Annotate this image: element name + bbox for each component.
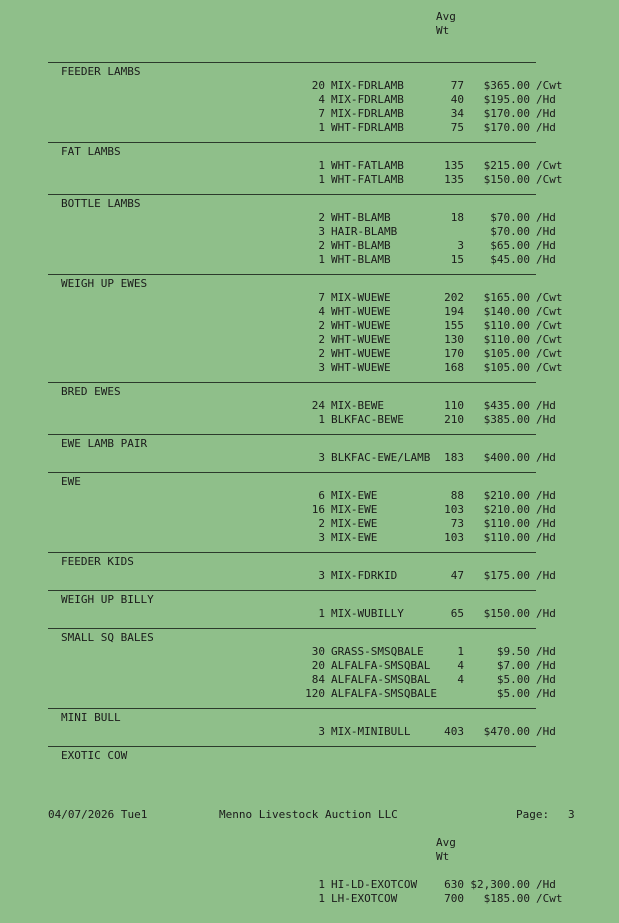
- row-avg-weight: 110: [444, 399, 464, 412]
- row-price-unit: /Cwt: [536, 319, 563, 332]
- row-description: MIX-EWE: [331, 531, 378, 544]
- row-qty: 3: [318, 725, 325, 738]
- row-price-unit: /Cwt: [536, 892, 563, 905]
- row-price-unit: /Hd: [536, 878, 556, 891]
- section-category: WEIGH UP BILLY: [61, 593, 154, 606]
- row-price: $110.00: [483, 531, 530, 544]
- row-qty: 1: [318, 607, 325, 620]
- row-price-unit: /Hd: [536, 107, 556, 120]
- row-avg-weight: 630: [444, 878, 464, 891]
- row-price: $105.00: [483, 361, 530, 374]
- row-description: BLKFAC-BEWE: [331, 413, 404, 426]
- section-divider: [48, 628, 536, 629]
- section-category: FAT LAMBS: [61, 145, 121, 158]
- row-qty: 1: [318, 253, 325, 266]
- row-description: WHT-BLAMB: [331, 239, 391, 252]
- row-qty: 3: [318, 531, 325, 544]
- row-description: WHT-FATLAMB: [331, 159, 404, 172]
- row-qty: 4: [318, 305, 325, 318]
- row-price: $65.00: [490, 239, 530, 252]
- row-qty: 2: [318, 319, 325, 332]
- row-price-unit: /Hd: [536, 211, 556, 224]
- row-description: WHT-FATLAMB: [331, 173, 404, 186]
- row-avg-weight: 135: [444, 159, 464, 172]
- row-qty: 2: [318, 239, 325, 252]
- row-price-unit: /Hd: [536, 239, 556, 252]
- row-description: BLKFAC-EWE/LAMB: [331, 451, 431, 464]
- row-price-unit: /Cwt: [536, 347, 563, 360]
- row-description: MIX-FDRLAMB: [331, 93, 404, 106]
- row-description: ALFALFA-SMSQBAL: [331, 673, 431, 686]
- row-qty: 3: [318, 451, 325, 464]
- row-qty: 7: [318, 291, 325, 304]
- row-price: $165.00: [483, 291, 530, 304]
- section-category: SMALL SQ BALES: [61, 631, 154, 644]
- row-price-unit: /Hd: [536, 725, 556, 738]
- row-avg-weight: 4: [457, 673, 464, 686]
- section-category: EXOTIC COW: [61, 749, 128, 762]
- row-avg-weight: 65: [450, 607, 464, 620]
- row-price-unit: /Hd: [536, 645, 556, 658]
- section-divider: [48, 708, 536, 709]
- row-avg-weight: 103: [444, 531, 464, 544]
- row-price-unit: /Hd: [536, 225, 556, 238]
- row-qty: 84: [311, 673, 325, 686]
- row-price: $70.00: [490, 225, 530, 238]
- row-description: ALFALFA-SMSQBAL: [331, 659, 431, 672]
- section-category: EWE LAMB PAIR: [61, 437, 148, 450]
- row-price: $210.00: [483, 489, 530, 502]
- row-description: MIX-WUEWE: [331, 291, 391, 304]
- section-divider: [48, 590, 536, 591]
- row-qty: 2: [318, 333, 325, 346]
- section-divider: [48, 552, 536, 553]
- row-price: $150.00: [483, 173, 530, 186]
- row-description: MIX-BEWE: [331, 399, 384, 412]
- row-price: $470.00: [483, 725, 530, 738]
- row-price: $435.00: [483, 399, 530, 412]
- row-description: WHT-WUEWE: [331, 361, 391, 374]
- row-price-unit: /Cwt: [536, 291, 563, 304]
- row-qty: 2: [318, 211, 325, 224]
- section-divider: [48, 434, 536, 435]
- row-qty: 120: [305, 687, 325, 700]
- row-avg-weight: 700: [444, 892, 464, 905]
- row-description: LH-EXOTCOW: [331, 892, 398, 905]
- row-price-unit: /Hd: [536, 531, 556, 544]
- row-price-unit: /Hd: [536, 687, 556, 700]
- row-avg-weight: 18: [450, 211, 464, 224]
- section-divider: [48, 62, 536, 63]
- row-qty: 3: [318, 361, 325, 374]
- row-avg-weight: 73: [450, 517, 464, 530]
- section-divider: [48, 194, 536, 195]
- row-price: $210.00: [483, 503, 530, 516]
- section-category: WEIGH UP EWES: [61, 277, 148, 290]
- row-qty: 2: [318, 517, 325, 530]
- row-description: MIX-FDRLAMB: [331, 107, 404, 120]
- row-price: $7.00: [496, 659, 530, 672]
- row-price: $170.00: [483, 107, 530, 120]
- row-price-unit: /Hd: [536, 607, 556, 620]
- section-category: BRED EWES: [61, 385, 121, 398]
- row-price-unit: /Hd: [536, 503, 556, 516]
- row-price-unit: /Cwt: [536, 333, 563, 346]
- row-price: $195.00: [483, 93, 530, 106]
- row-description: MIX-EWE: [331, 503, 378, 516]
- row-description: WHT-BLAMB: [331, 253, 391, 266]
- row-description: MIX-EWE: [331, 489, 378, 502]
- row-qty: 1: [318, 892, 325, 905]
- row-price: $5.00: [496, 687, 530, 700]
- row-price-unit: /Cwt: [536, 361, 563, 374]
- row-avg-weight: 168: [444, 361, 464, 374]
- row-avg-weight: 210: [444, 413, 464, 426]
- row-price: $110.00: [483, 517, 530, 530]
- row-price: $105.00: [483, 347, 530, 360]
- section-category: BOTTLE LAMBS: [61, 197, 141, 210]
- row-description: WHT-FDRLAMB: [331, 121, 404, 134]
- row-qty: 1: [318, 413, 325, 426]
- row-price-unit: /Hd: [536, 121, 556, 134]
- row-price: $70.00: [490, 211, 530, 224]
- row-price-unit: /Hd: [536, 673, 556, 686]
- row-description: WHT-WUEWE: [331, 333, 391, 346]
- row-avg-weight: 15: [450, 253, 464, 266]
- row-qty: 1: [318, 121, 325, 134]
- row-avg-weight: 75: [450, 121, 464, 134]
- row-price: $175.00: [483, 569, 530, 582]
- row-avg-weight: 34: [450, 107, 464, 120]
- row-price: $385.00: [483, 413, 530, 426]
- footer-page-label: Page:: [516, 808, 550, 821]
- row-price: $140.00: [483, 305, 530, 318]
- row-qty: 1: [318, 878, 325, 891]
- section-category: FEEDER LAMBS: [61, 65, 141, 78]
- row-avg-weight: 3: [457, 239, 464, 252]
- row-description: GRASS-SMSQBALE: [331, 645, 424, 658]
- section-category: FEEDER KIDS: [61, 555, 134, 568]
- row-price-unit: /Hd: [536, 659, 556, 672]
- row-price-unit: /Hd: [536, 413, 556, 426]
- row-qty: 16: [311, 503, 325, 516]
- row-price-unit: /Cwt: [536, 305, 563, 318]
- row-price-unit: /Hd: [536, 517, 556, 530]
- row-avg-weight: 130: [444, 333, 464, 346]
- page2-header-wt: Wt: [436, 850, 450, 863]
- row-price: $400.00: [483, 451, 530, 464]
- header-avg: Avg: [436, 10, 456, 23]
- footer-company: Menno Livestock Auction LLC: [219, 808, 398, 821]
- row-description: WHT-BLAMB: [331, 211, 391, 224]
- section-divider: [48, 382, 536, 383]
- row-avg-weight: 103: [444, 503, 464, 516]
- row-price: $365.00: [483, 79, 530, 92]
- row-avg-weight: 403: [444, 725, 464, 738]
- row-qty: 20: [311, 79, 325, 92]
- row-qty: 4: [318, 93, 325, 106]
- section-divider: [48, 746, 536, 747]
- section-divider: [48, 472, 536, 473]
- row-description: ALFALFA-SMSQBALE: [331, 687, 437, 700]
- section-category: EWE: [61, 475, 81, 488]
- row-avg-weight: 4: [457, 659, 464, 672]
- row-price: $185.00: [483, 892, 530, 905]
- row-qty: 6: [318, 489, 325, 502]
- row-price: $170.00: [483, 121, 530, 134]
- row-price-unit: /Hd: [536, 489, 556, 502]
- row-price-unit: /Hd: [536, 253, 556, 266]
- row-avg-weight: 40: [450, 93, 464, 106]
- row-price-unit: /Hd: [536, 93, 556, 106]
- row-avg-weight: 77: [450, 79, 464, 92]
- row-description: MIX-FDRKID: [331, 569, 398, 582]
- row-price: $45.00: [490, 253, 530, 266]
- row-description: MIX-MINIBULL: [331, 725, 411, 738]
- header-wt: Wt: [436, 24, 450, 37]
- row-avg-weight: 170: [444, 347, 464, 360]
- row-avg-weight: 88: [450, 489, 464, 502]
- row-qty: 3: [318, 225, 325, 238]
- row-qty: 20: [311, 659, 325, 672]
- row-price-unit: /Hd: [536, 451, 556, 464]
- row-price: $2,300.00: [470, 878, 530, 891]
- footer-date: 04/07/2026 Tue1: [48, 808, 148, 821]
- row-description: MIX-EWE: [331, 517, 378, 530]
- row-description: WHT-WUEWE: [331, 305, 391, 318]
- row-qty: 3: [318, 569, 325, 582]
- row-qty: 7: [318, 107, 325, 120]
- row-avg-weight: 135: [444, 173, 464, 186]
- row-price-unit: /Cwt: [536, 79, 563, 92]
- row-price-unit: /Cwt: [536, 173, 563, 186]
- row-description: HAIR-BLAMB: [331, 225, 398, 238]
- row-avg-weight: 155: [444, 319, 464, 332]
- row-qty: 1: [318, 173, 325, 186]
- row-price: $110.00: [483, 333, 530, 346]
- row-avg-weight: 47: [450, 569, 464, 582]
- row-description: WHT-WUEWE: [331, 347, 391, 360]
- row-avg-weight: 1: [457, 645, 464, 658]
- row-price: $215.00: [483, 159, 530, 172]
- row-price: $9.50: [496, 645, 530, 658]
- row-price: $150.00: [483, 607, 530, 620]
- row-qty: 30: [311, 645, 325, 658]
- row-avg-weight: 183: [444, 451, 464, 464]
- row-price-unit: /Hd: [536, 569, 556, 582]
- row-price: $5.00: [496, 673, 530, 686]
- section-divider: [48, 142, 536, 143]
- row-description: MIX-WUBILLY: [331, 607, 404, 620]
- row-avg-weight: 202: [444, 291, 464, 304]
- footer-page-number: 3: [568, 808, 575, 821]
- row-price: $110.00: [483, 319, 530, 332]
- page2-header-avg: Avg: [436, 836, 456, 849]
- row-description: MIX-FDRLAMB: [331, 79, 404, 92]
- row-price-unit: /Hd: [536, 399, 556, 412]
- row-qty: 24: [311, 399, 325, 412]
- section-divider: [48, 274, 536, 275]
- section-category: MINI BULL: [61, 711, 121, 724]
- row-qty: 1: [318, 159, 325, 172]
- row-qty: 2: [318, 347, 325, 360]
- row-avg-weight: 194: [444, 305, 464, 318]
- row-description: HI-LD-EXOTCOW: [331, 878, 418, 891]
- row-price-unit: /Cwt: [536, 159, 563, 172]
- row-description: WHT-WUEWE: [331, 319, 391, 332]
